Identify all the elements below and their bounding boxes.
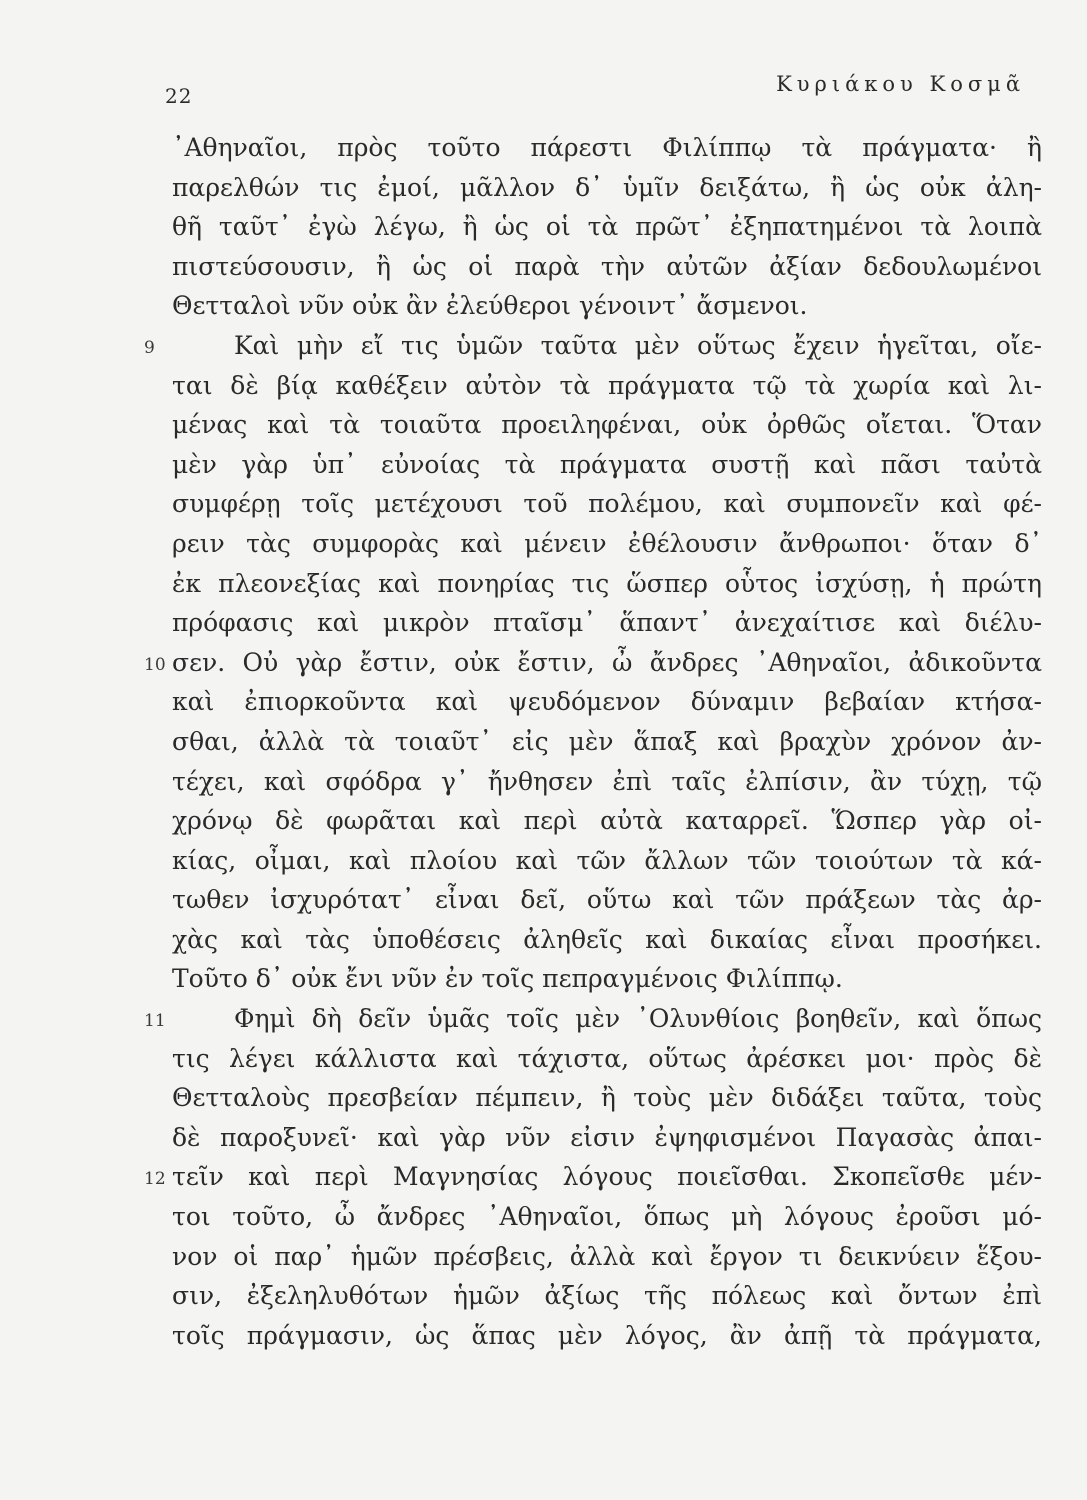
text-line: νον οἱ παρ᾿ ἡμῶν πρέσβεις, ἀλλὰ καὶ ἔργον τι δεικνύειν ἕξου- — [172, 1241, 1042, 1271]
text-line: συμφέρῃ τοῖς μετέχουσι τοῦ πολέμου, καὶ συμπονεῖν καὶ φέ- — [172, 489, 1042, 519]
text-line: σιν, ἐξεληλυθότων ἡμῶν ἀξίως τῆς πόλεως καὶ ὄντων ἐπὶ — [172, 1281, 1042, 1311]
text-line: σθαι, ἀλλὰ τὰ τοιαῦτ᾿ εἰς μὲν ἅπαξ καὶ βραχὺν χρόνον ἀν- — [172, 726, 1042, 756]
text-line: παρελθών τις ἐμοί, μᾶλλον δ᾿ ὑμῖν δειξάτω, ἢ ὡς οὐκ ἀλη- — [172, 172, 1042, 202]
text-line: τέχει, καὶ σφόδρα γ᾿ ἤνθησεν ἐπὶ ταῖς ἐλπίσιν, ἂν τύχῃ, τῷ — [172, 766, 1042, 796]
section-number: 11 — [144, 1011, 166, 1032]
text-line: ἐκ πλεονεξίας καὶ πονηρίας τις ὥσπερ οὗτος ἰσχύσῃ, ἡ πρώτη — [172, 568, 1042, 598]
text-line: Τοῦτο δ᾿ οὐκ ἔνι νῦν ἐν τοῖς πεπραγμένοις Φιλίππῳ. — [172, 964, 843, 994]
section-number: 12 — [144, 1169, 166, 1190]
text-line: 10 σεν. Οὐ γὰρ ἔστιν, οὐκ ἔστιν, ὦ ἄνδρες ᾿Αθηναῖοι, ἀδικοῦντα — [172, 643, 1042, 683]
text-line: χρόνῳ δὲ φωρᾶται καὶ περὶ αὐτὰ καταρρεῖ. Ὥσπερ γὰρ οἰ- — [172, 806, 1042, 836]
text-line: τοῖς πράγμασιν, ὡς ἅπας μὲν λόγος, ἂν ἀπῇ τὰ πράγματα, — [172, 1320, 1042, 1350]
text-line: τις λέγει κάλλιστα καὶ τάχιστα, οὕτως ἀρέσκει μοι· πρὸς δὲ — [172, 1043, 1042, 1073]
page-number: 22 — [165, 84, 193, 108]
running-title: Κυριάκου Κοσμᾶ — [776, 72, 1025, 96]
text-line: ται δὲ βίᾳ καθέξειν αὐτὸν τὰ πράγματα τῷ τὰ χωρία καὶ λι- — [172, 370, 1042, 400]
text-line: μὲν γὰρ ὑπ᾿ εὐνοίας τὰ πράγματα συστῇ καὶ πᾶσι ταὐτὰ — [172, 449, 1042, 479]
text-line: πρόφασις καὶ μικρὸν πταῖσμ᾿ ἅπαντ᾿ ἀνεχαίτισε καὶ διέλυ- — [172, 608, 1042, 638]
text-line: δὲ παροξυνεῖ· καὶ γὰρ νῦν εἰσιν ἐψηφισμένοι Παγασὰς ἀπαι- — [172, 1122, 1042, 1152]
text-line: ρειν τὰς συμφορὰς καὶ μένειν ἐθέλουσιν ἄνθρωποι· ὅταν δ᾿ — [172, 528, 1042, 558]
text-line: τοι τοῦτο, ὦ ἄνδρες ᾿Αθηναῖοι, ὅπως μὴ λόγους ἐροῦσι μό- — [172, 1202, 1042, 1232]
text-line: κίας, οἶμαι, καὶ πλοίου καὶ τῶν ἄλλων τῶν τοιούτων τὰ κά- — [172, 845, 1042, 875]
text-line: τωθεν ἰσχυρότατ᾿ εἶναι δεῖ, οὕτω καὶ τῶν πράξεων τὰς ἀρ- — [172, 885, 1042, 915]
text-line: μένας καὶ τὰ τοιαῦτα προειληφέναι, οὐκ ὀρθῶς οἴεται. Ὅταν — [172, 410, 1042, 440]
body-text — [144, 128, 1042, 1355]
text-line: Θετταλοὺς πρεσβείαν πέμπειν, ἢ τοὺς μὲν διδάξει ταῦτα, τοὺς — [172, 1083, 1042, 1113]
text-line: 12 τεῖν καὶ περὶ Μαγνησίας λόγους ποιεῖσθαι. Σκοπεῖσθε μέν- — [172, 1157, 1042, 1197]
text-line: καὶ ἐπιορκοῦντα καὶ ψευδόμενον δύναμιν βεβαίαν κτήσα- — [172, 687, 1042, 717]
text-line: πιστεύσουσιν, ἢ ὡς οἱ παρὰ τὴν αὐτῶν ἀξίαν δεδουλωμένοι — [172, 251, 1042, 281]
text-line: ᾿Αθηναῖοι, πρὸς τοῦτο πάρεστι Φιλίππῳ τὰ πράγματα· ἢ — [172, 133, 1042, 162]
section-number: 9 — [144, 337, 155, 358]
section-number: 10 — [144, 654, 166, 675]
text-line: 11 Φημὶ δὴ δεῖν ὑμᾶς τοῖς μὲν ᾿Ολυνθίοις βοηθεῖν, καὶ ὅπως — [172, 999, 1042, 1039]
text-line: θῆ ταῦτ᾿ ἐγὼ λέγω, ἢ ὡς οἱ τὰ πρῶτ᾿ ἐξηπατημένοι τὰ λοιπὰ — [172, 212, 1042, 242]
text-line: χὰς καὶ τὰς ὑποθέσεις ἀληθεῖς καὶ δικαίας εἶναι προσήκει. — [172, 924, 1042, 954]
text-line: 9 Καὶ μὴν εἴ τις ὑμῶν ταῦτα μὲν οὕτως ἔχειν ἡγεῖται, οἴε- — [172, 326, 1042, 366]
text-line: Θετταλοὶ νῦν οὐκ ἂν ἐλεύθεροι γένοιντ᾿ ἄσμενοι. — [172, 291, 808, 321]
